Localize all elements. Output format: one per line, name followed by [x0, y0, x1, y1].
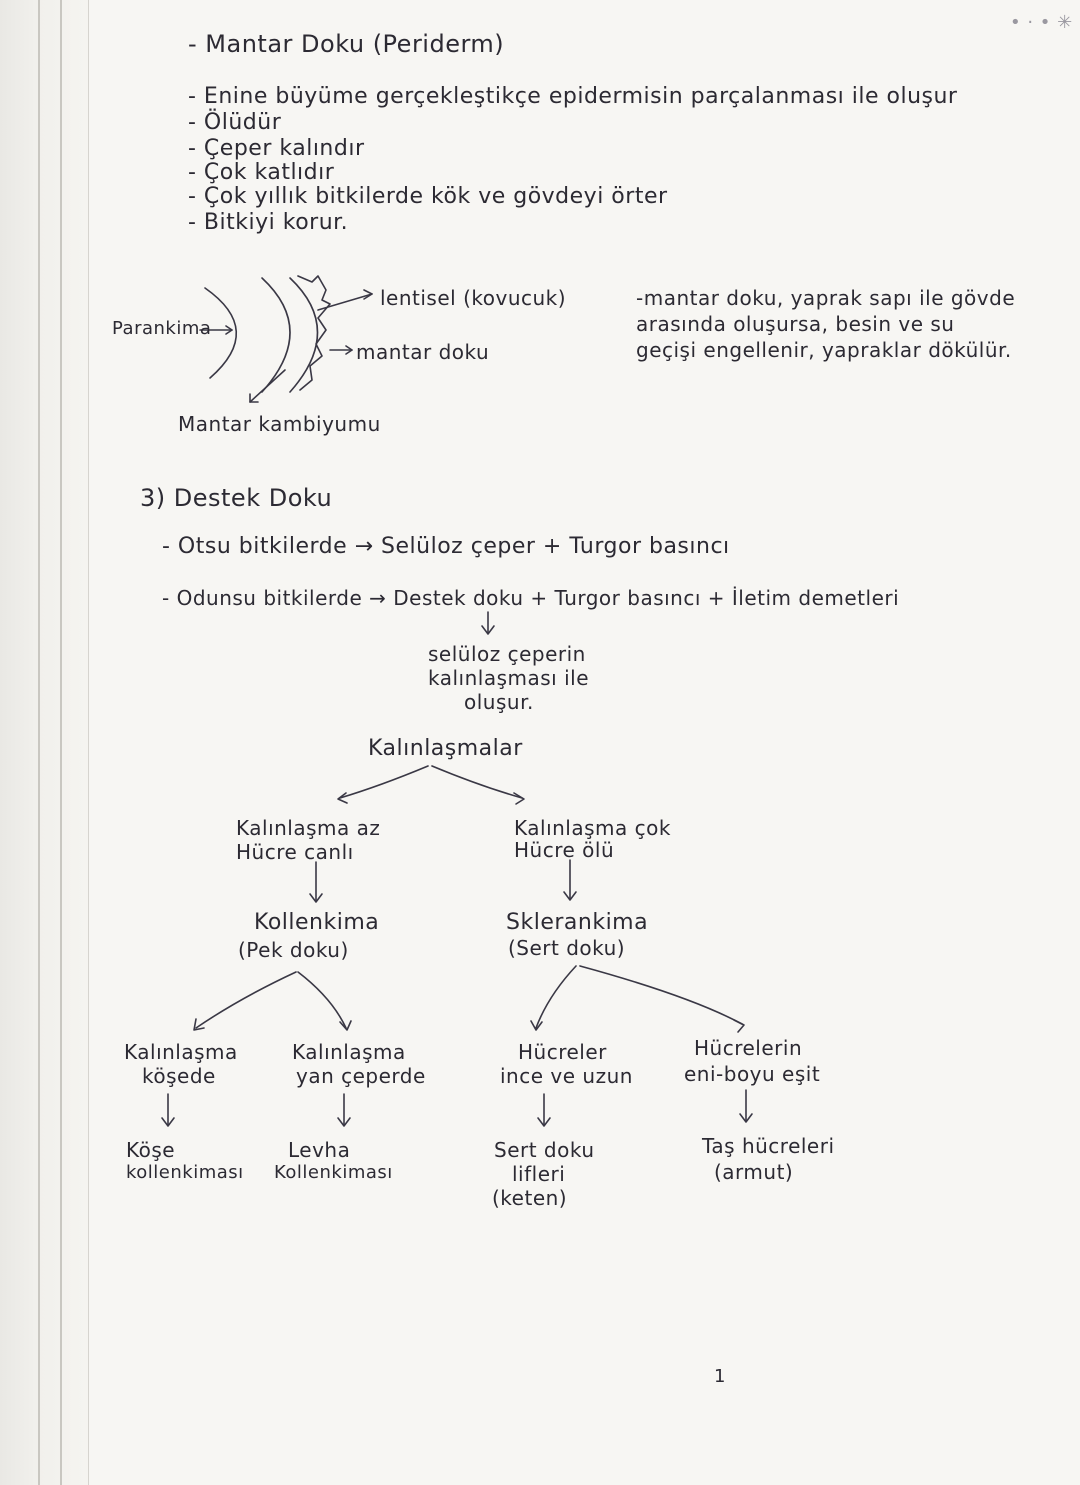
tree-node-left: Hücre canlı	[236, 840, 354, 864]
tree-result: Levha	[288, 1138, 351, 1162]
tree-node-sklerenkima: Sklerankima	[506, 910, 649, 935]
tree-result: Sert doku	[494, 1138, 595, 1162]
label-lentisel: lentisel (kovucuk)	[380, 286, 567, 310]
tree-leaf: eni-boyu eşit	[684, 1062, 821, 1086]
corner-marks: • · • ✳	[1010, 12, 1073, 33]
note-line-otsu: - Otsu bitkilerde → Selüloz çeper + Turgor basıncı	[162, 534, 730, 559]
tree-leaf: Hücreler	[518, 1040, 607, 1064]
tree-result: Kollenkiması	[274, 1162, 393, 1183]
tree-result: (keten)	[492, 1186, 568, 1210]
note-line: - Enine büyüme gerçekleştikçe epidermisin parçalanması ile oluşur	[188, 84, 958, 109]
tree-node-kollenkima: Kollenkima	[254, 910, 380, 935]
tree-result: Taş hücreleri	[702, 1134, 835, 1158]
tree-branch	[432, 766, 522, 798]
tree-result: kollenkiması	[126, 1162, 244, 1183]
section-title-destek: 3) Destek Doku	[140, 484, 333, 512]
tree-leaf: yan çeperde	[296, 1064, 426, 1088]
note-line: - Çeper kalındır	[188, 136, 365, 161]
label-parankima: Parankima	[112, 318, 212, 339]
label-mantar-kambiyumu: Mantar kambiyumu	[178, 412, 381, 436]
section-title-mantar: - Mantar Doku (Periderm)	[188, 30, 505, 58]
tree-leaf: Kalınlaşma	[292, 1040, 406, 1064]
page-number: 1	[714, 1366, 726, 1387]
note-line: - Çok yıllık bitkilerde kök ve gövdeyi örter	[188, 184, 668, 209]
tree-result: lifleri	[512, 1162, 566, 1186]
tree-node-right: Kalınlaşma çok	[514, 816, 671, 840]
side-note-line: -mantar doku, yaprak sapı ile gövde	[636, 286, 1016, 310]
note-line: kalınlaşması ile	[428, 666, 589, 690]
tree-node-right: Hücre ölü	[514, 838, 615, 862]
side-note-line: arasında oluşursa, besin ve su	[636, 312, 955, 336]
note-line: - Ölüdür	[188, 110, 282, 135]
tree-branch	[298, 972, 346, 1028]
tree-leaf: köşede	[142, 1064, 216, 1088]
note-line: oluşur.	[464, 690, 534, 714]
tree-leaf: Hücrelerin	[694, 1036, 803, 1060]
tree-node-left: Kalınlaşma az	[236, 816, 381, 840]
note-line: - Çok katlıdır	[188, 160, 335, 185]
note-line-odunsu: - Odunsu bitkilerde → Destek doku + Turgor basıncı + İletim demetleri	[162, 586, 900, 610]
tree-node-sklerenkima: (Sert doku)	[508, 936, 626, 960]
tree-node-kollenkima: (Pek doku)	[238, 938, 349, 962]
tree-leaf: Kalınlaşma	[124, 1040, 238, 1064]
tree-branch	[196, 972, 296, 1028]
tree-leaf: ince ve uzun	[500, 1064, 633, 1088]
tree-root: Kalınlaşmalar	[368, 736, 523, 761]
tree-result: Köşe	[126, 1138, 176, 1162]
tree-result: (armut)	[714, 1160, 794, 1184]
tree-branch	[340, 766, 428, 798]
label-mantar-doku: mantar doku	[356, 340, 490, 364]
note-line: selüloz çeperin	[428, 642, 586, 666]
tree-branch	[536, 966, 576, 1028]
side-note-line: geçişi engellenir, yapraklar dökülür.	[636, 338, 1012, 362]
tree-branch	[580, 966, 742, 1024]
note-line: - Bitkiyi korur.	[188, 210, 349, 235]
